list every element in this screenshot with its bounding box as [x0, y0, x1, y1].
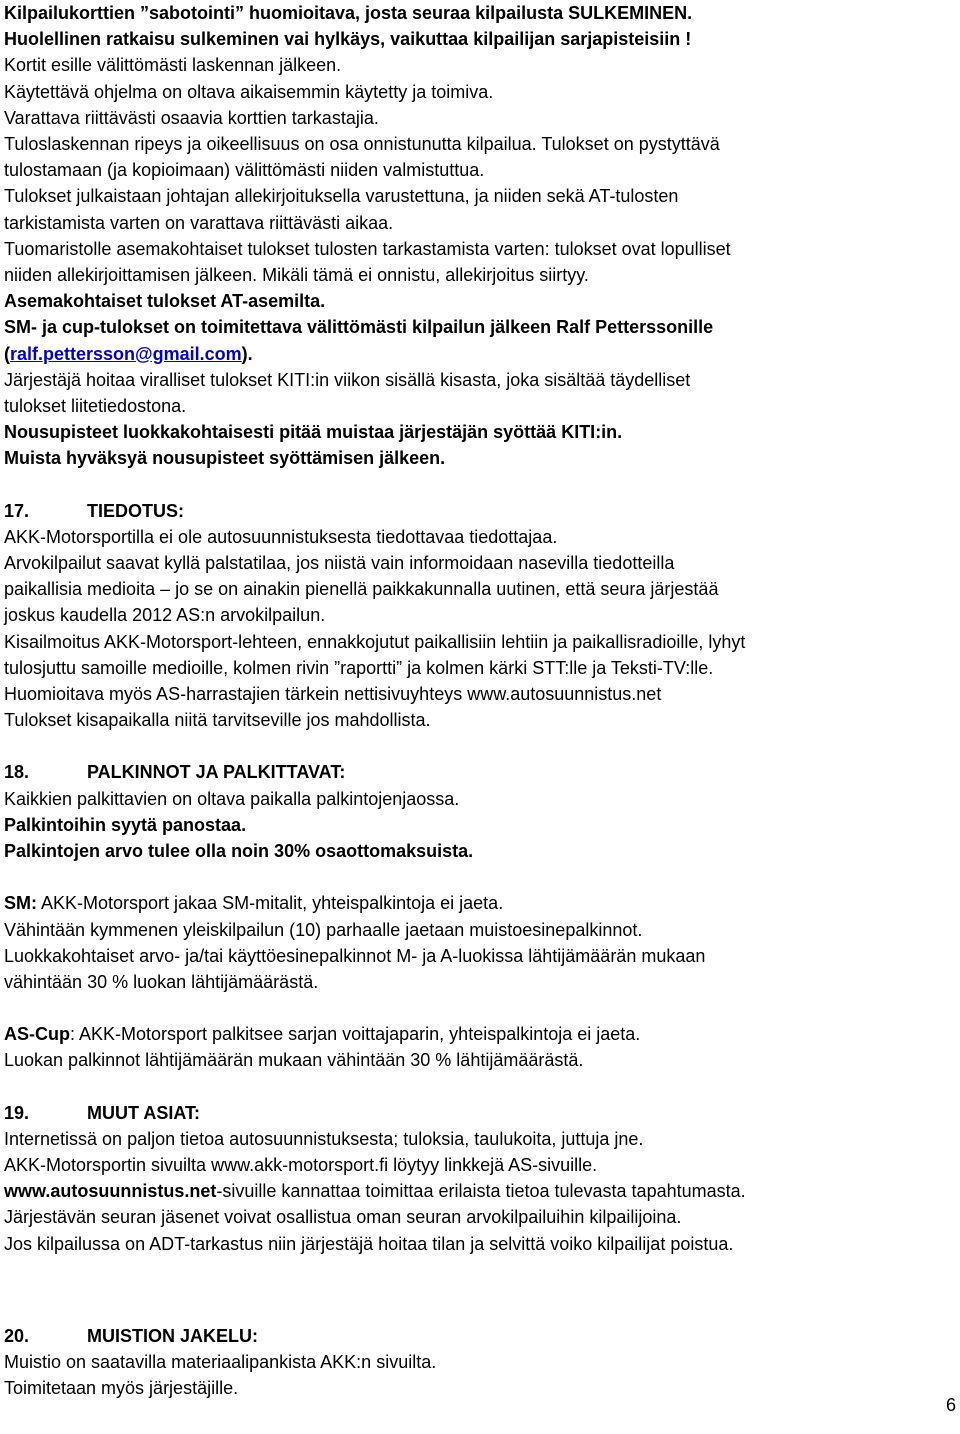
text-line: Kilpailukorttien ”sabotointi” huomioitava, josta seuraa kilpailusta SULKEMINEN. [4, 3, 693, 23]
spacer [4, 733, 954, 759]
text-line: Internetissä on paljon tietoa autosuunnistuksesta; tuloksia, taulukoita, juttuja jne. [4, 1128, 644, 1149]
spacer [4, 995, 954, 1021]
text-line: Jos kilpailussa on ADT-tarkastus niin järjestäjä hoitaa tilan ja selvittä voiko kilpailijat poistua. [4, 1233, 734, 1254]
text-line: Huolellinen ratkaisu sulkeminen vai hylkäys, vaikuttaa kilpailijan sarjapisteisiin ! [4, 29, 692, 50]
document-page [4, 0, 954, 1401]
text-line: SM- ja cup-tulokset on toimitettava välittömästi kilpailun jälkeen Ralf Petterssonille [4, 317, 714, 338]
cup-label: AS-Cup [4, 1024, 70, 1045]
section-17 [4, 498, 954, 734]
text-line: Palkintoihin syytä panostaa. [4, 814, 247, 835]
text-line: Kisailmoitus AKK-Motorsport-lehteen, ennakkojutut paikallisiin lehtiin ja paikallisradioille, lyhyt [4, 631, 746, 652]
text-line: Arvokilpailut saavat kyllä palstatilaa, jos niistä vain informoidaan nasevilla tiedotteilla [4, 553, 675, 574]
section-heading [4, 1323, 954, 1349]
text-line: AKK-Motorsportilla ei ole autosuunnistuksesta tiedottavaa tiedottajaa. [4, 526, 558, 547]
text-span: AKK-Motorsport jakaa SM-mitalit, yhteispalkintoja ei jaeta. [37, 893, 504, 914]
section-title: MUUT ASIAT: [87, 1102, 200, 1123]
text-line: tulokset liitetiedostona. [4, 396, 187, 417]
spacer [4, 472, 954, 498]
text-line [4, 131, 954, 157]
text-line: Luokkakohtaiset arvo- ja/tai käyttöesinepalkinnot M- ja A-luokissa lähtijämäärän mukaan [4, 945, 706, 966]
section-title: PALKINNOT JA PALKITTAVAT: [87, 762, 346, 783]
section-number: 20. [4, 1325, 30, 1346]
text-line: Huomioitava myös AS-harrastajien tärkein nettisivuyhteys www.autosuunnistus.net [4, 684, 662, 705]
text-line: Vähintään kymmenen yleiskilpailun (10) parhaalle jaetaan muistoesinepalkinnot. [4, 919, 643, 940]
text-line: Asemakohtaiset tulokset AT-asemilta. [4, 291, 326, 312]
section-heading [4, 1100, 954, 1126]
text-line: vähintään 30 % luokan lähtijämäärästä. [4, 971, 319, 992]
text-line: Järjestävän seuran jäsenet voivat osallistua oman seuran arvokilpailuihin kilpailijoina. [4, 1207, 682, 1228]
text-span: Tulokset on pystyttävä [536, 134, 720, 155]
text-line: tarkistamista varten on varattava riittävästi aikaa. [4, 212, 394, 233]
text-line [4, 890, 954, 916]
website-text: www.autosuunnistus.net [4, 1181, 217, 1202]
paren-close: ). [241, 343, 253, 364]
section-number: 18. [4, 762, 30, 783]
text-line: joskus kaudella 2012 AS:n arvokilpailun. [4, 605, 326, 626]
text-line: Kortit esille välittömästi laskennan jälkeen. [4, 55, 342, 76]
text-line: Tulokset kisapaikalla niitä tarvitseville jos mahdollista. [4, 710, 431, 731]
text-line: Nousupisteet luokkakohtaisesti pitää muistaa järjestäjän syöttää KITI:in. [4, 422, 623, 443]
section-heading [4, 759, 954, 785]
section-number: 19. [4, 1102, 30, 1123]
page-number: 6 [945, 1395, 956, 1415]
text-line: paikallisia medioita – jo se on ainakin pienellä paikkakunnalla uutinen, että seura järjestää [4, 579, 719, 600]
text-line: Varattava riittävästi osaavia korttien tarkastajia. [4, 107, 379, 128]
sm-label: SM: [4, 893, 37, 914]
email-link[interactable]: ralf.pettersson@gmail.com [10, 343, 242, 364]
text-span: Tuloslaskennan ripeys ja oikeellisuus on osa onnistunutta kilpailua. [4, 134, 537, 155]
section-heading [4, 498, 954, 524]
spacer [4, 864, 954, 890]
paren-open: ( [4, 343, 10, 364]
section-19 [4, 1100, 954, 1257]
section-number: 17. [4, 500, 30, 521]
section-title: MUISTION JAKELU: [87, 1325, 258, 1346]
text-line: Järjestäjä hoitaa viralliset tulokset KITI:in viikon sisällä kisasta, joka sisältää täydelliset [4, 369, 691, 390]
text-line: AKK-Motorsportin sivuilta www.akk-motorsport.fi löytyy linkkejä AS-sivuille. [4, 1154, 598, 1175]
text-line [4, 1021, 954, 1047]
section-18 [4, 759, 954, 1073]
text-line: Tuomaristolle asemakohtaiset tulokset tulosten tarkastamista varten: tulokset ovat lopulliset [4, 238, 731, 259]
text-line: tulosjuttu samoille medioille, kolmen rivin ”raportti” ja kolmen kärki STT:lle ja Teksti-TV:lle. [4, 657, 714, 678]
text-line [4, 262, 954, 288]
spacer [4, 1074, 954, 1100]
text-line: Toimitetaan myös järjestäjille. [4, 1378, 239, 1399]
text-line: Tulokset julkaistaan johtajan allekirjoituksella varustettuna, ja niiden sekä AT-tulosten [4, 186, 679, 207]
text-span: niiden allekirjoittamisen jälkeen. [4, 265, 258, 286]
text-span: -sivuille kannattaa toimittaa erilaista tietoa tulevasta tapahtumasta. [216, 1181, 746, 1202]
text-line: Luokan palkinnot lähtijämäärän mukaan vähintään 30 % lähtijämäärästä. [4, 1050, 584, 1071]
text-line: Käytettävä ohjelma on oltava aikaisemmin käytetty ja toimiva. [4, 81, 494, 102]
text-line: Palkintojen arvo tulee olla noin 30% osaottomaksuista. [4, 841, 474, 862]
section-title: TIEDOTUS: [87, 500, 184, 521]
spacer [4, 1257, 954, 1297]
text-line [4, 1178, 954, 1204]
section-20 [4, 1323, 954, 1402]
text-line: tulostamaan (ja kopioimaan) välittömästi niiden valmistuttua. [4, 160, 485, 181]
spacer [4, 1297, 954, 1323]
results-section [4, 0, 954, 472]
text-line: Muista hyväksyä nousupisteet syöttämisen jälkeen. [4, 448, 446, 469]
text-line: Kaikkien palkittavien on oltava paikalla palkintojenjaossa. [4, 788, 460, 809]
text-span: Mikäli tämä ei onnistu, allekirjoitus siirtyy. [257, 265, 589, 286]
text-line: Muistio on saatavilla materiaalipankista AKK:n sivuilta. [4, 1351, 437, 1372]
text-span: : AKK-Motorsport palkitsee sarjan voittajaparin, yhteispalkintoja ei jaeta. [70, 1024, 641, 1045]
text-line [4, 341, 954, 367]
